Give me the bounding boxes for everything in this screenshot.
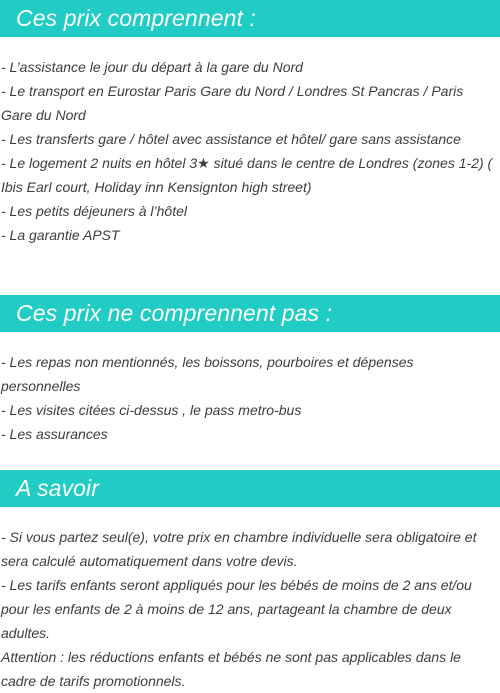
excluded-title: Ces prix ne comprennent pas :	[16, 300, 333, 326]
list-item: - Si vous partez seul(e), votre prix en chambre individuelle sera obligatoire et sera calculé automatiquement dans votre devis.	[1, 529, 477, 569]
info-section	[0, 470, 500, 693]
list-item: - Les tarifs enfants seront appliqués pour les bébés de moins de 2 ans et/ou pour les enfants de 2 à moins de 12 ans, partageant la chambre de deux adultes.	[1, 577, 472, 641]
list-item: - Les repas non mentionnés, les boissons, pourboires et dépenses personnelles	[1, 354, 414, 394]
list-item: - Les petits déjeuners à l’hôtel	[1, 203, 187, 219]
list-item: - Le transport en Eurostar Paris Gare du Nord / Londres St Pancras / Paris Gare du Nord	[1, 83, 464, 123]
list-item: - La garantie APST	[1, 227, 120, 243]
excluded-section	[0, 295, 500, 446]
list-item: - L’assistance le jour du départ à la gare du Nord	[1, 59, 303, 75]
list-item: Attention : les réductions enfants et bébés ne sont pas applicables dans le cadre de tarifs promotionnels.	[1, 649, 461, 689]
list-item: - Les assurances	[1, 426, 108, 442]
included-list	[0, 55, 500, 247]
list-item: - Les transferts gare / hôtel avec assistance et hôtel/ gare sans assistance	[1, 131, 461, 147]
included-header	[0, 0, 500, 37]
list-item: - Les visites citées ci-dessus , le pass metro-bus	[1, 402, 302, 418]
excluded-header	[0, 295, 500, 332]
excluded-list	[0, 350, 500, 446]
list-item: - Le logement 2 nuits en hôtel 3★ situé dans le centre de Londres (zones 1-2) ( Ibis Earl court, Holiday inn Kensignton high street)	[1, 155, 493, 195]
info-title: A savoir	[16, 475, 100, 501]
info-header	[0, 470, 500, 507]
included-title: Ces prix comprennent :	[16, 5, 256, 31]
info-list	[0, 525, 500, 693]
included-section	[0, 0, 500, 247]
